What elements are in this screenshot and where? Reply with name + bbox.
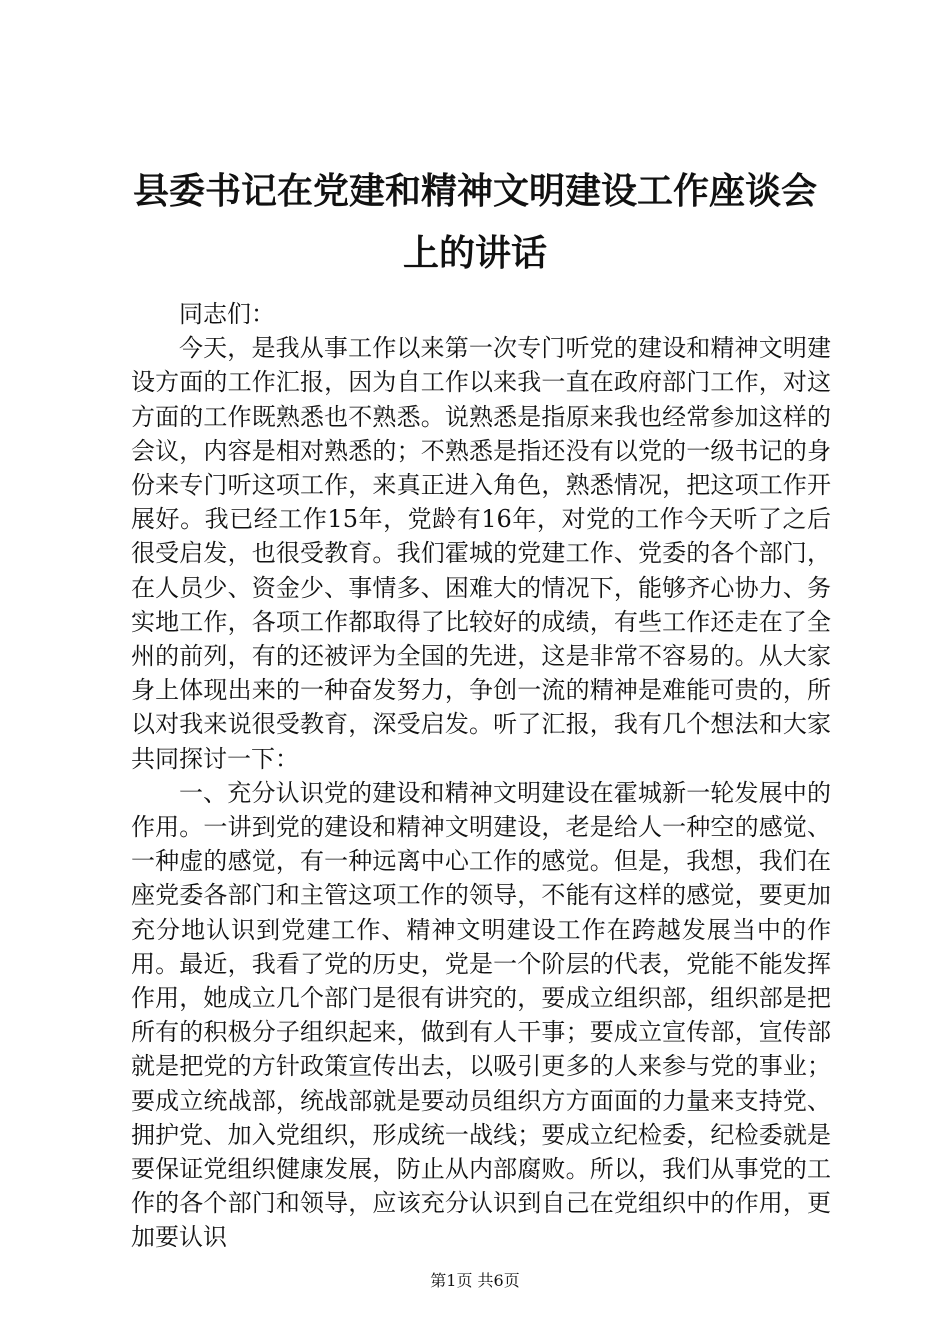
- body-paragraph: 一、充分认识党的建设和精神文明建设在霍城新一轮发展中的作用。一讲到党的建设和精神文明建设，老是给人一种空的感觉、一种虚的感觉，有一种远离中心工作的感觉。但是，我想，我们在座党委各部门和主管这项工作的领导，不能有这样的感觉，要更加充分地认识到党建工作、精神文明建设工作在跨越发展当中的作用。最近，我看了党的历史，党是一个阶层的代表，党能不能发挥作用，她成立几个部门是很有讲究的，要成立组织部，组织部是把所有的积极分子组织起来，做到有人干事；要成立宣传部，宣传部就是把党的方针政策宣传出去，以吸引更多的人来参与党的事业；要成立统战部，统战部就是要动员组织方方面面的力量来支持党、拥护党、加入党组织，形成统一战线；要成立纪检委，纪检委就是要保证党组织健康发展，防止从内部腐败。所以，我们从事党的工作的各个部门和领导，应该充分认识到自己在党组织中的作用，更加要认识: [131, 778, 831, 1252]
- salutation-paragraph: 同志们：: [179, 300, 275, 328]
- document-title: 县委书记在党建和精神文明建设工作座谈会上的讲话: [132, 170, 817, 274]
- document-body: [131, 297, 831, 1255]
- page-number-footer: 第1页 共6页: [430, 1271, 520, 1290]
- body-paragraph: 今天，是我从事工作以来第一次专门听党的建设和精神文明建设方面的工作汇报，因为自工作以来我一直在政府部门工作，对这方面的工作既熟悉也不熟悉。说熟悉是指原来我也经常参加这样的会议，内容是相对熟悉的；不熟悉是指还没有以党的一级书记的身份来专门听这项工作，来真正进入角色，熟悉情况，把这项工作开展好。我已经工作15年，党龄有16年，对党的工作今天听了之后很受启发，也很受教育。我们霍城的党建工作、党委的各个部门，在人员少、资金少、事情多、困难大的情况下，能够齐心协力、务实地工作，各项工作都取得了比较好的成绩，有些工作还走在了全州的前列，有的还被评为全国的先进，这是非常不容易的。从大家身上体现出来的一种奋发努力，争创一流的精神是难能可贵的，所以对我来说很受教育，深受启发。听了汇报，我有几个想法和大家共同探讨一下：: [131, 334, 831, 773]
